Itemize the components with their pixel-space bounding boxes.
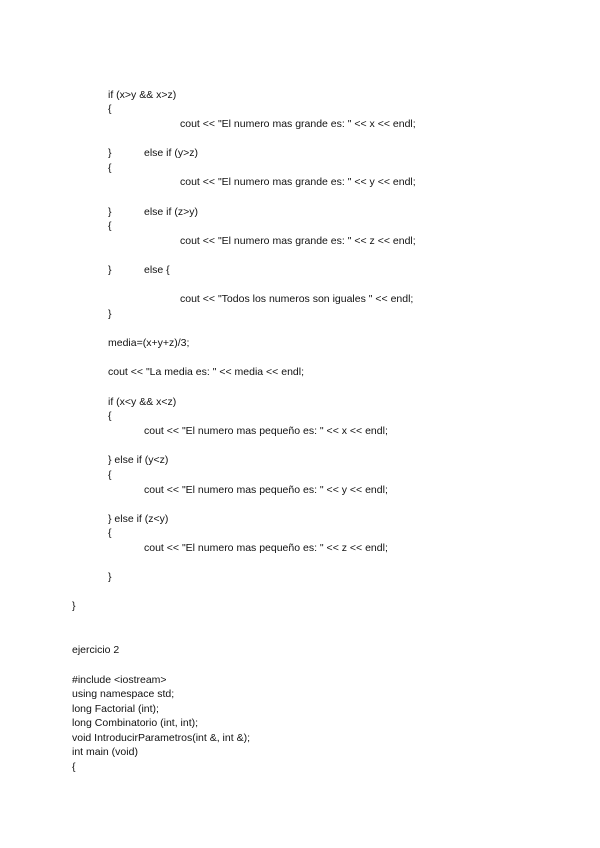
code-line: } xyxy=(108,147,112,159)
code-line: { xyxy=(108,220,112,232)
code-line: if (x>y && x>z) xyxy=(108,89,177,101)
code-line: } xyxy=(108,571,112,583)
code-line: } xyxy=(108,206,112,218)
code-line: { xyxy=(72,761,76,773)
code-line: } xyxy=(108,308,112,320)
code-line: { xyxy=(108,469,112,481)
code-line: cout << "La media es: " << media << endl; xyxy=(108,366,304,378)
code-line: void IntroducirParametros(int &, int &); xyxy=(72,732,250,744)
code-line: } else if (z<y) xyxy=(108,513,169,525)
code-line: if (x<y && x<z) xyxy=(108,396,177,408)
code-line: cout << "Todos los numeros son iguales " << endl; xyxy=(180,293,414,305)
code-line: #include <iostream> xyxy=(72,674,167,686)
code-line: } xyxy=(72,600,76,612)
code-line: cout << "El numero mas grande es: " << x << endl; xyxy=(180,118,416,130)
code-line: cout << "El numero mas pequeño es: " << y << endl; xyxy=(144,484,388,496)
code-line: int main (void) xyxy=(72,746,138,758)
code-line: else if (y>z) xyxy=(144,147,198,159)
code-line: { xyxy=(108,103,112,115)
code-line: cout << "El numero mas grande es: " << y << endl; xyxy=(180,176,416,188)
code-line: cout << "El numero mas grande es: " << z << endl; xyxy=(180,235,416,247)
code-line: cout << "El numero mas pequeño es: " << x << endl; xyxy=(144,425,388,437)
code-line: long Factorial (int); xyxy=(72,703,159,715)
code-line: else { xyxy=(144,264,170,276)
code-line: using namespace std; xyxy=(72,688,175,700)
code-line: } else if (y<z) xyxy=(108,454,169,466)
code-line: long Combinatorio (int, int); xyxy=(72,717,199,729)
code-line: } xyxy=(108,264,112,276)
code-line: cout << "El numero mas pequeño es: " << z << endl; xyxy=(144,542,388,554)
code-line: { xyxy=(108,162,112,174)
code-line: media=(x+y+z)/3; xyxy=(108,337,190,349)
code-line: { xyxy=(108,410,112,422)
code-line: else if (z>y) xyxy=(144,206,198,218)
section-heading: ejercicio 2 xyxy=(72,644,120,656)
code-line: { xyxy=(108,527,112,539)
